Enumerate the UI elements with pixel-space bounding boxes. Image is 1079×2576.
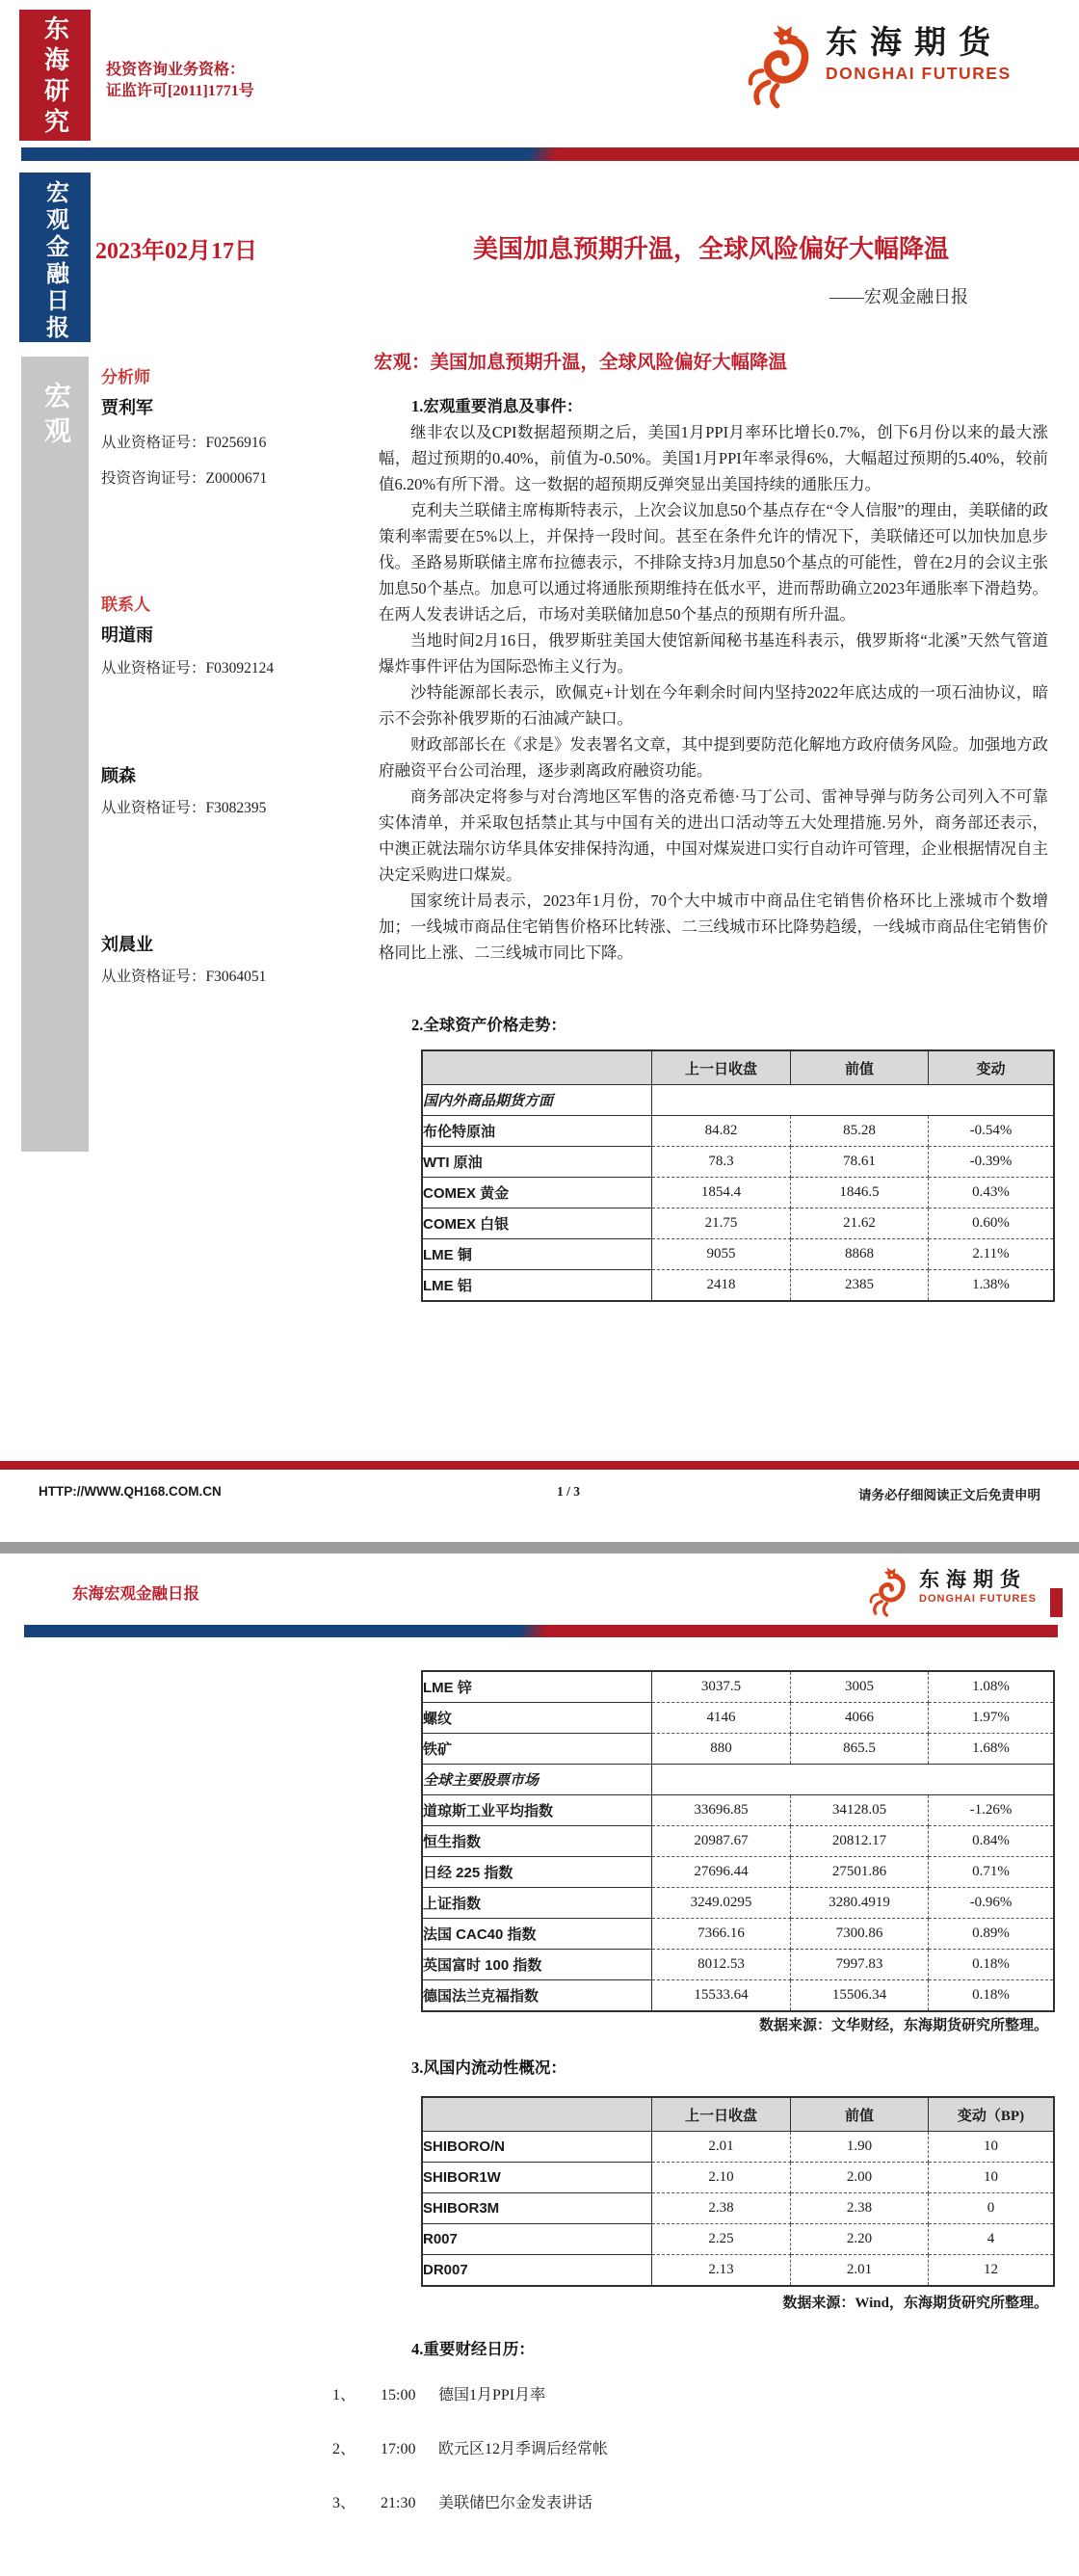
row-label-cell: 铁矿: [422, 1734, 652, 1765]
table-header-cell: [422, 1050, 652, 1085]
calendar-item: [332, 2436, 608, 2458]
value-cell: 880: [652, 1734, 791, 1765]
table-row: [422, 2132, 1054, 2163]
value-cell: 9055: [652, 1239, 791, 1270]
data-source-note: 数据来源：Wind，东海期货研究所整理。: [782, 2296, 1048, 2311]
value-cell: 8868: [791, 1239, 929, 1270]
value-cell: 12: [929, 2255, 1055, 2287]
dragon-logo-icon: [747, 24, 816, 114]
report-title: 美国加息预期升温，全球风险偏好大幅降温: [472, 235, 949, 263]
calendar-heading: 4.重要财经日历：: [411, 2340, 535, 2358]
calendar-item-event: 美联储巴尔金发表讲话: [438, 2495, 593, 2511]
value-cell: -0.54%: [929, 1116, 1055, 1147]
table-header-cell: 变动: [929, 1050, 1055, 1085]
calendar-item: [332, 2490, 592, 2512]
value-cell: 33696.85: [652, 1795, 791, 1826]
value-cell: 0: [929, 2193, 1055, 2224]
table-group-label: 国内外商品期货方面: [422, 1085, 652, 1116]
donghai-logo: [747, 24, 1012, 114]
liquidity-heading: 3.风国内流动性概况：: [411, 2058, 566, 2077]
value-cell: 7997.83: [791, 1950, 929, 1980]
value-cell: 10: [929, 2132, 1055, 2163]
value-cell: 21.75: [652, 1208, 791, 1239]
row-label-cell: LME 铝: [422, 1270, 652, 1302]
table-empty-cell: [652, 1765, 1055, 1795]
row-label-cell: COMEX 白银: [422, 1208, 652, 1239]
value-cell: 85.28: [791, 1116, 929, 1147]
calendar-item-number: 3、: [332, 2495, 356, 2511]
value-cell: 78.3: [652, 1147, 791, 1178]
table-group-label: 全球主要股票市场: [422, 1765, 652, 1795]
table-group-row: [422, 1085, 1054, 1116]
value-cell: 1.97%: [929, 1703, 1055, 1734]
paragraph: 国家统计局表示，2023年1月份，70个大中城市中商品住宅销售价格环比上涨城市个数增加；一线城市商品住宅销售价格环比转涨、二三线城市环比降势趋缓，一线城市商品住宅销售价格同比上涨、二三线城市同比下降。: [379, 891, 1048, 962]
table-row: [422, 1239, 1054, 1270]
value-cell: 3249.0295: [652, 1888, 791, 1919]
table-row: [422, 1270, 1054, 1302]
row-label-cell: SHIBORO/N: [422, 2132, 652, 2163]
table-header-cell: 上一日收盘: [652, 1050, 791, 1085]
value-cell: 15533.64: [652, 1980, 791, 2012]
row-label-cell: 日经 225 指数: [422, 1857, 652, 1888]
row-label-cell: 布伦特原油: [422, 1116, 652, 1147]
value-cell: 2.01: [791, 2255, 929, 2287]
value-cell: 1.90: [791, 2132, 929, 2163]
value-cell: 0.84%: [929, 1826, 1055, 1857]
footer-divider-line: [0, 1461, 1079, 1470]
calendar-item-event: 德国1月PPI月率: [438, 2387, 546, 2403]
qualification-text: [106, 60, 254, 102]
row-label-cell: 上证指数: [422, 1888, 652, 1919]
row-label-cell: 恒生指数: [422, 1826, 652, 1857]
value-cell: 2.01: [652, 2132, 791, 2163]
report-subtitle: ——宏观金融日报: [829, 287, 968, 306]
value-cell: 20812.17: [791, 1826, 929, 1857]
donghai-logo-small: [869, 1567, 1037, 1622]
assets-heading: 2.全球资产价格走势：: [411, 1016, 566, 1034]
value-cell: 2.11%: [929, 1239, 1055, 1270]
value-cell: 0.71%: [929, 1857, 1055, 1888]
table-row: [422, 1795, 1054, 1826]
calendar-item-time: 15:00: [381, 2387, 416, 2403]
value-cell: 7300.86: [791, 1919, 929, 1950]
value-cell: 27696.44: [652, 1857, 791, 1888]
value-cell: 1.68%: [929, 1734, 1055, 1765]
table-row: [422, 1703, 1054, 1734]
value-cell: 1.38%: [929, 1270, 1055, 1302]
table-header-cell: 上一日收盘: [652, 2097, 791, 2132]
value-cell: -0.96%: [929, 1888, 1055, 1919]
table-row: [422, 2193, 1054, 2224]
value-cell: 2.38: [652, 2193, 791, 2224]
table-row: [422, 2163, 1054, 2193]
value-cell: 1854.4: [652, 1178, 791, 1208]
table-row: [422, 1671, 1054, 1703]
table-row: [422, 1116, 1054, 1147]
analysts-heading: 分析师: [101, 368, 150, 386]
value-cell: 2.38: [791, 2193, 929, 2224]
table-row: [422, 1919, 1054, 1950]
logo-en-text: DONGHAI FUTURES: [919, 1593, 1037, 1605]
paragraph: 财政部部长在《求是》发表署名文章，其中提到要防范化解地方政府债务风险。加强地方政府融资平台公司治理，逐步剥离政府融资功能。: [379, 735, 1048, 780]
logo-cn-text: 东海期货: [919, 1568, 1027, 1591]
table-row: [422, 2255, 1054, 2287]
value-cell: 2.10: [652, 2163, 791, 2193]
value-cell: 21.62: [791, 1208, 929, 1239]
value-cell: 2418: [652, 1270, 791, 1302]
row-label-cell: 英国富时 100 指数: [422, 1950, 652, 1980]
table-row: [422, 2224, 1054, 2255]
calendar-item-number: 2、: [332, 2441, 356, 2457]
table-header-row: [422, 2097, 1054, 2132]
contact-cert: 从业资格证号：F3064051: [101, 969, 267, 985]
row-label-cell: 螺纹: [422, 1703, 652, 1734]
value-cell: 3037.5: [652, 1671, 791, 1703]
table-group-row: [422, 1765, 1054, 1795]
paragraph: 克利夫兰联储主席梅斯特表示，上次会议加息50个基点存在“令人信服”的理由，美联储的政策利率需要在5%以上，并保持一段时间。甚至在条件允许的情况下，美联储还可以加快加息步伐。圣路易斯联储主席布拉德表示，不排除支持3月加息50个基点的可能性，曾在2月的会议主张加息50个基点。加息可以通过将通胀预期维持在低水平，进而帮助确立2023年通胀率下滑趋势。在两人发表讲话之后，市场对美联储加息50个基点的预期有所升温。: [379, 501, 1048, 624]
value-cell: 4066: [791, 1703, 929, 1734]
paragraph: 商务部决定将参与对台湾地区军售的洛克希德·马丁公司、雷神导弹与防务公司列入不可靠实体清单，并采取包括禁止其与中国有关的进出口活动等五大处理措施.另外，商务部还表示，中澳正就法瑞尔访华具体安排保持沟通，中国对煤炭进口实行自动许可管理，企业根据情况自主决定采购进口煤炭。: [379, 787, 1048, 884]
contact-name: 顾森: [101, 766, 136, 785]
contacts-heading: 联系人: [101, 596, 150, 614]
calendar-item-event: 欧元区12月季调后经常帐: [438, 2441, 609, 2457]
value-cell: 84.82: [652, 1116, 791, 1147]
logo-text: [919, 1567, 1037, 1606]
paragraph: 沙特能源部长表示，欧佩克+计划在今年剩余时间内坚持2022年底达成的一项石油协议，暗示不会弥补俄罗斯的石油减产缺口。: [379, 683, 1048, 728]
value-cell: 2385: [791, 1270, 929, 1302]
row-label-cell: LME 锌: [422, 1671, 652, 1703]
header-divider-bar: [21, 147, 1079, 161]
value-cell: 3005: [791, 1671, 929, 1703]
section-header: 宏观：美国加息预期升温，全球风险偏好大幅降温: [374, 353, 788, 373]
table-row: [422, 1950, 1054, 1980]
footer-url: HTTP://WWW.QH168.COM.CN: [39, 1484, 222, 1499]
row-label-cell: COMEX 黄金: [422, 1178, 652, 1208]
page-number: 1 / 3: [556, 1484, 580, 1499]
paragraph: 继非农以及CPI数据超预期之后，美国1月PPI月率环比增长0.7%，创下6月份以来的最大涨幅，超过预期的0.40%，前值为-0.50%。美国1月PPI年率录得6%，大幅超过预期的5.40%，较前值6.20%有所下滑。这一数据的超预期反弹突显出美国持续的通胀压力。: [379, 423, 1048, 493]
table-header-cell: 变动（BP): [929, 2097, 1055, 2132]
table-row: [422, 1734, 1054, 1765]
value-cell: 10: [929, 2163, 1055, 2193]
row-label-cell: SHIBOR1W: [422, 2163, 652, 2193]
table-row: [422, 1147, 1054, 1178]
value-cell: 2.13: [652, 2255, 791, 2287]
row-label-cell: DR007: [422, 2255, 652, 2287]
value-cell: -0.39%: [929, 1147, 1055, 1178]
value-cell: 0.89%: [929, 1919, 1055, 1950]
footer-disclaimer: 请务必仔细阅读正文后免责申明: [858, 1488, 1040, 1502]
logo-en-text: DONGHAI FUTURES: [826, 64, 1012, 83]
dragon-logo-icon: [869, 1567, 909, 1622]
logo-text: [826, 24, 1012, 84]
page-separator: [0, 1542, 1079, 1554]
value-cell: 0.43%: [929, 1178, 1055, 1208]
logo-cn-text: 东海期货: [826, 26, 1003, 61]
value-cell: 0.18%: [929, 1980, 1055, 2012]
value-cell: 8012.53: [652, 1950, 791, 1980]
analyst-cert-2: 投资咨询证号：Z0000671: [101, 470, 268, 487]
value-cell: 15506.34: [791, 1980, 929, 2012]
asset-prices-table: [421, 1049, 1055, 1302]
table-header-cell: 前值: [791, 1050, 929, 1085]
row-label-cell: 法国 CAC40 指数: [422, 1919, 652, 1950]
analyst-cert-1: 从业资格证号：F0256916: [101, 435, 267, 451]
value-cell: 27501.86: [791, 1857, 929, 1888]
table-row: [422, 1857, 1054, 1888]
row-label-cell: LME 铜: [422, 1239, 652, 1270]
table-header-cell: [422, 2097, 652, 2132]
value-cell: 78.61: [791, 1147, 929, 1178]
qualification-line1: 投资咨询业务资格：: [106, 62, 246, 78]
table-row: [422, 1888, 1054, 1919]
row-label-cell: 德国法兰克福指数: [422, 1980, 652, 2012]
asset-prices-table-continued: [421, 1670, 1055, 2012]
row-label-cell: SHIBOR3M: [422, 2193, 652, 2224]
value-cell: 4: [929, 2224, 1055, 2255]
report-date: 2023年02月17日: [95, 239, 257, 264]
sidebar-research-box: [19, 10, 91, 141]
calendar-item-time: 21:30: [381, 2495, 416, 2511]
sidebar-section-box: [21, 357, 89, 1152]
value-cell: -1.26%: [929, 1795, 1055, 1826]
value-cell: 1846.5: [791, 1178, 929, 1208]
value-cell: 20987.67: [652, 1826, 791, 1857]
value-cell: 0.60%: [929, 1208, 1055, 1239]
table-empty-cell: [652, 1085, 1055, 1116]
row-label-cell: 道琼斯工业平均指数: [422, 1795, 652, 1826]
contact-name: 刘晨业: [101, 935, 153, 954]
contact-cert: 从业资格证号：F03092124: [101, 660, 275, 677]
row-label-cell: WTI 原油: [422, 1147, 652, 1178]
paragraph: 当地时间2月16日，俄罗斯驻美国大使馆新闻秘书基连科表示，俄罗斯将“北溪”天然气管道爆炸事件评估为国际恐怖主义行为。: [379, 631, 1048, 676]
logo-red-square: [1050, 1588, 1063, 1617]
calendar-item: [332, 2382, 545, 2404]
value-cell: 34128.05: [791, 1795, 929, 1826]
value-cell: 1.08%: [929, 1671, 1055, 1703]
news-heading: 1.宏观重要消息及事件：: [411, 397, 583, 415]
value-cell: 7366.16: [652, 1919, 791, 1950]
table-row: [422, 1178, 1054, 1208]
sidebar-report-label: 宏观金融日报: [41, 180, 67, 342]
row-label-cell: R007: [422, 2224, 652, 2255]
sidebar-report-box: [19, 173, 91, 342]
table-header-cell: 前值: [791, 2097, 929, 2132]
calendar-item-time: 17:00: [381, 2441, 416, 2457]
value-cell: 0.18%: [929, 1950, 1055, 1980]
page2-header-title: 东海宏观金融日报: [72, 1584, 199, 1603]
sidebar-research-label: 东海研究: [40, 15, 69, 139]
contact-cert: 从业资格证号：F3082395: [101, 800, 267, 816]
main-content: [379, 385, 1048, 1302]
table-row: [422, 1980, 1054, 2012]
page2-divider-bar: [24, 1625, 1058, 1637]
table-row: [422, 1208, 1054, 1239]
qualification-line2: 证监许可[2011]1771号: [106, 83, 254, 99]
calendar-item-number: 1、: [332, 2387, 356, 2403]
liquidity-table: [421, 2096, 1055, 2287]
value-cell: 3280.4919: [791, 1888, 929, 1919]
value-cell: 2.20: [791, 2224, 929, 2255]
value-cell: 2.25: [652, 2224, 791, 2255]
sidebar-section-label: 宏观: [40, 382, 70, 451]
value-cell: 2.00: [791, 2163, 929, 2193]
value-cell: 4146: [652, 1703, 791, 1734]
value-cell: 865.5: [791, 1734, 929, 1765]
data-source-note: 数据来源：文华财经，东海期货研究所整理。: [758, 2018, 1048, 2033]
table-row: [422, 1826, 1054, 1857]
table-header-row: [422, 1050, 1054, 1085]
analyst-name: 贾利军: [101, 398, 153, 417]
contact-name: 明道雨: [101, 625, 153, 645]
